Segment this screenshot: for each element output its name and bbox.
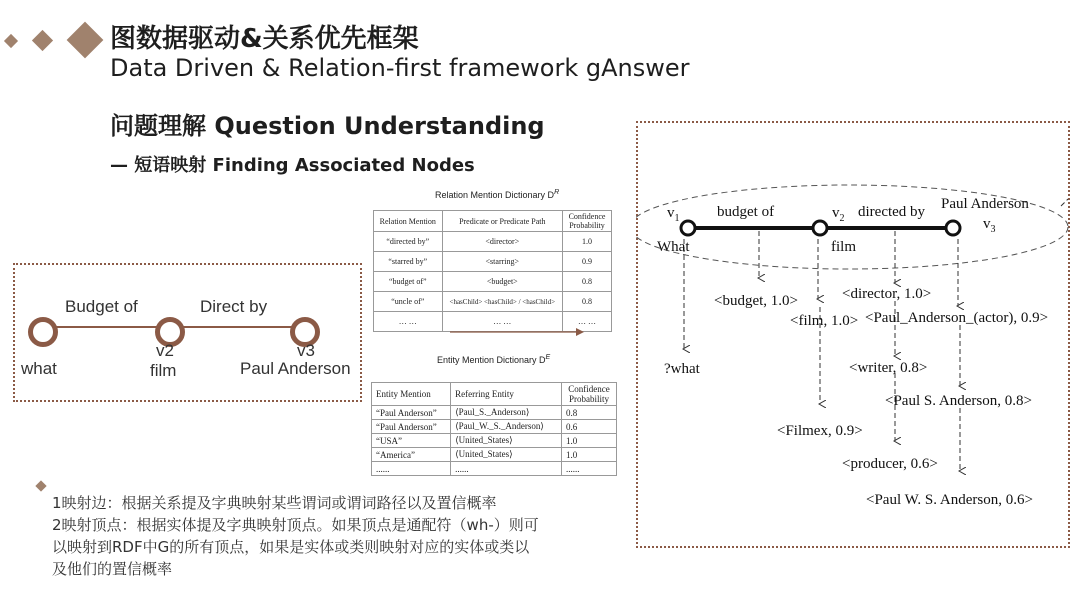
entity-header-entity: Referring Entity <box>451 383 562 406</box>
relation-path: <starring> <box>442 252 562 272</box>
candidate-budget: <budget, 1.0> <box>714 293 798 309</box>
relation-dict-table <box>373 210 612 332</box>
table-row <box>372 406 617 420</box>
left-edge-label-budget: Budget of <box>65 297 138 316</box>
relation-mention: “directed by” <box>374 232 443 252</box>
relation-path: … … <box>442 312 562 332</box>
relation-prob: 1.0 <box>563 232 612 252</box>
v2-word: film <box>831 239 856 255</box>
entity-mention: “Paul Anderson” <box>372 420 451 434</box>
candidate-what: ?what <box>664 361 700 377</box>
left-node-label-paul: Paul Anderson <box>240 359 351 378</box>
v2-label: $v_2$ <box>832 205 845 224</box>
entity-referring: ⟨Paul_W._S._Anderson⟩ <box>451 420 562 434</box>
relation-mention: … … <box>374 312 443 332</box>
table-row <box>372 462 617 476</box>
candidate-director: <director, 1.0> <box>842 286 932 302</box>
entity-referring: ...... <box>451 462 562 476</box>
relation-prob: 0.8 <box>563 272 612 292</box>
relation-dict-caption: Relation Mention Dictionary $D^R$ <box>435 189 560 200</box>
table-row <box>374 252 612 272</box>
entity-mention: “Paul Anderson” <box>372 406 451 420</box>
relation-mention: “starred by” <box>374 252 443 272</box>
entity-prob: 1.0 <box>562 448 617 462</box>
relation-path: <director> <box>442 232 562 252</box>
node-v3 <box>946 221 960 235</box>
entity-dict-caption: Entity Mention Dictionary $D^E$ <box>437 354 551 365</box>
relation-prob: 0.9 <box>563 252 612 272</box>
entity-prob: 1.0 <box>562 434 617 448</box>
candidate-paul-ws: <Paul W. S. Anderson, 0.6> <box>866 492 1033 508</box>
candidate-producer: <producer, 0.6> <box>842 456 938 472</box>
note-line-1: 1映射边：根据关系提及字典映射某些谓词或谓词路径以及置信概率 <box>52 494 497 512</box>
left-edge-label-direct: Direct by <box>200 297 268 316</box>
candidate-paul-actor: <Paul_Anderson_(actor), 0.9> <box>865 310 1049 326</box>
relation-header-prob: Confidence Probability <box>563 211 612 232</box>
table-row <box>374 272 612 292</box>
candidate-filmex: <Filmex, 0.9> <box>777 423 863 439</box>
edge-budget-of: budget of <box>717 204 775 220</box>
note-line-2: 2映射顶点：根据实体提及字典映射顶点。如果顶点是通配符（wh-）则可 <box>52 516 539 534</box>
node-v1 <box>681 221 695 235</box>
left-node-id-v2: v2 <box>156 341 174 360</box>
entity-mention: “America” <box>372 448 451 462</box>
entity-prob: 0.8 <box>562 406 617 420</box>
entity-dict-table <box>371 382 617 476</box>
subsection-title: — 短语映射 Finding Associated Nodes <box>110 155 475 176</box>
candidate-paul-s: <Paul S. Anderson, 0.8> <box>885 393 1032 409</box>
medium-diamond-icon <box>32 30 53 51</box>
entity-referring: ⟨United_States⟩ <box>451 434 562 448</box>
entity-referring: ⟨Paul_S._Anderson⟩ <box>451 406 562 420</box>
entity-referring: ⟨United_States⟩ <box>451 448 562 462</box>
entity-header-mention: Entity Mention <box>372 383 451 406</box>
left-node-what <box>28 317 58 347</box>
left-node-id-v3: v3 <box>297 341 315 360</box>
relation-header-path: Predicate or Predicate Path <box>442 211 562 232</box>
table-row <box>372 434 617 448</box>
candidate-film: <film, 1.0> <box>790 313 859 329</box>
bullet-diamond-icon <box>35 480 46 491</box>
entity-prob: ...... <box>562 462 617 476</box>
entity-mention: “USA” <box>372 434 451 448</box>
right-graph-edges <box>636 121 1070 548</box>
v3-label: $v_3$ <box>983 216 996 235</box>
entity-prob: 0.6 <box>562 420 617 434</box>
table-row <box>374 232 612 252</box>
candidate-writer: <writer, 0.8> <box>849 360 928 376</box>
relation-header-mention: Relation Mention <box>374 211 443 232</box>
v1-label: $v_1$ <box>667 205 680 224</box>
left-node-label-film: film <box>150 361 177 380</box>
table-row <box>372 448 617 462</box>
relation-mention: “budget of” <box>374 272 443 292</box>
relation-prob: 0.8 <box>563 292 612 312</box>
relation-path: <budget> <box>442 272 562 292</box>
flow-arrow-icon <box>450 326 585 338</box>
section-title: 问题理解 Question Understanding <box>110 112 545 140</box>
page-title-en: Data Driven & Relation-first framework gAnswer <box>110 54 690 82</box>
relation-path: <hasChild> <hasChild> / <hasChild> <box>442 292 562 312</box>
relation-prob: … … <box>563 312 612 332</box>
table-row <box>372 420 617 434</box>
note-line-4: 及他们的置信概率 <box>52 560 173 578</box>
left-node-label-what: what <box>21 359 57 378</box>
relation-mention: “uncle of” <box>374 292 443 312</box>
note-line-3: 以映射到RDF中G的所有顶点，如果是实体或类则映射对应的实体或类以 <box>52 538 530 556</box>
entity-header-prob: Confidence Probability <box>562 383 617 406</box>
node-v2 <box>813 221 827 235</box>
table-row <box>374 292 612 312</box>
edge-directed-by: directed by <box>858 204 926 220</box>
small-diamond-icon <box>4 34 18 48</box>
v3-word: Paul Anderson <box>941 196 1029 212</box>
v1-word: What <box>657 239 690 255</box>
large-diamond-icon <box>67 22 104 59</box>
entity-mention: ...... <box>372 462 451 476</box>
page-title-cn: 图数据驱动&关系优先框架 <box>110 24 419 54</box>
